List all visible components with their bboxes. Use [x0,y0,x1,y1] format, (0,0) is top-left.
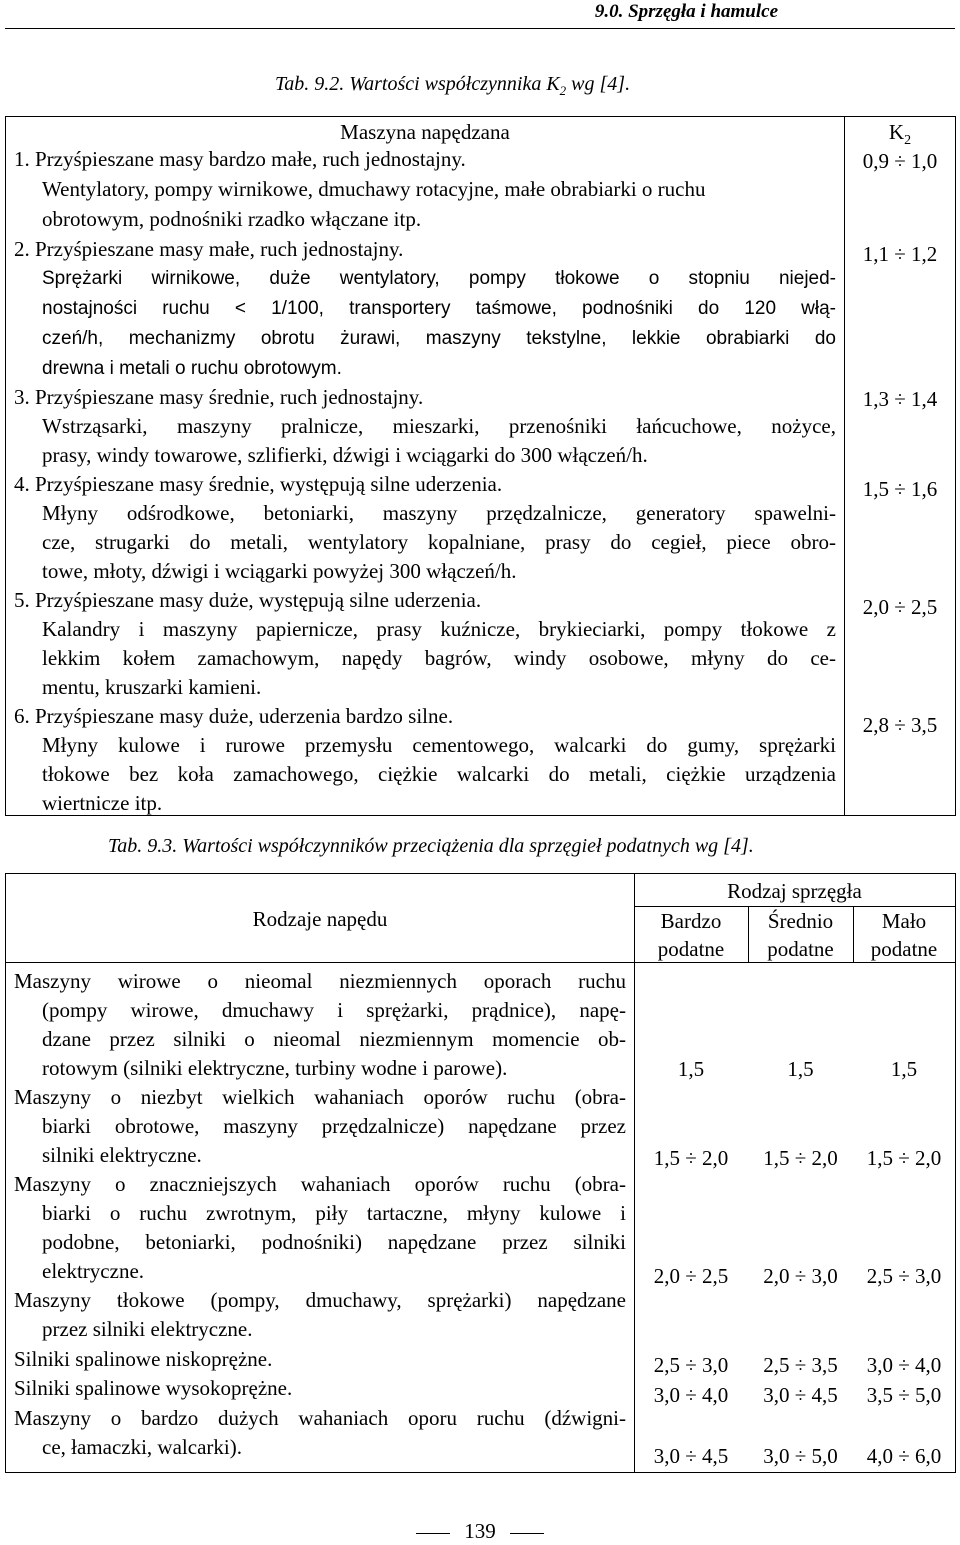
tab92-row5-k: 2,0 ÷ 2,5 [862,595,938,619]
tab93-row6-medium: 3,0 ÷ 4,5 [763,1383,838,1407]
tab93-row2-medium: 1,5 ÷ 2,0 [763,1146,838,1170]
tab93-row3-line1: Maszyny o znaczniejszych wahaniach oporów ruchu (obra- [14,1172,626,1196]
tab93-row2-line3: silniki elektryczne. [42,1143,202,1167]
tab93-row4-line2: przez silniki elektryczne. [42,1317,253,1341]
tab92-row5-line1: 5. Przyśpieszane masy duże, występują silne uderzenia. [14,588,482,612]
tab92-row2-line2: Sprężarki wirnikowe, duże wentylatory, pompy tłokowe o stopniu niejed- [42,268,836,289]
tab93-row2-line2: biarki obrotowe, maszyny przędzalnicze) napędzane przez [42,1114,626,1138]
tab93-row6-low: 3,5 ÷ 5,0 [866,1383,942,1407]
tab92-caption-tail: wg [4]. [566,73,631,95]
page-number-dash-right [510,1533,544,1534]
running-header: 9.0. Sprzęgła i hamulce [594,1,778,22]
tab93-row1-line3: dzane przez silniki o nieomal niezmiennym momencie ob- [42,1027,626,1051]
tab92-row2-k: 1,1 ÷ 1,2 [862,242,938,266]
tab92-row4-line1: 4. Przyśpieszane masy średnie, występują silne uderzenia. [14,472,503,496]
tab92-row5-line3: lekkim kołem zamachowym, napędy bagrów, windy osobowe, młyny do ce- [42,646,836,670]
tab93-row1-low: 1,5 [890,1057,918,1081]
tab92-caption-sub: 2 [559,83,567,98]
tab93-subheader-medium-l1: Średnio [767,909,834,933]
tab92-row5-line4: mentu, kruszarki kamieni. [42,675,262,699]
tab93-caption: Tab. 9.3. Wartości współczynników przeciążenia dla sprzęgieł podatnych wg [4]. [108,835,754,857]
tab92-caption-text: Tab. 9.2. Wartości współczynnika K [275,73,560,95]
tab93-row1-line2: (pompy wirowe, dmuchawy i sprężarki, prądnice), napę- [42,998,626,1022]
tab93-row3-line3: podobne, betoniarki, podnośniki) napędzane przez silniki [42,1230,626,1254]
tab92-row4-k: 1,5 ÷ 1,6 [862,477,938,501]
tab92-row2-line4: czeń/h, mechanizmy obrotu żurawi, maszyny tekstylne, lekkie obrabiarki do [42,328,836,349]
tab92-row3-line1: 3. Przyśpieszane masy średnie, ruch jednostajny. [14,385,424,409]
tab92-row3-line3: prasy, windy towarowe, szlifierki, dźwigi i wciągarki do 300 włączeń/h. [42,443,648,467]
tab93-row4-line1: Maszyny tłokowe (pompy, dmuchawy, sprężarki) napędzane [14,1288,626,1312]
tab93-row2-low: 1,5 ÷ 2,0 [866,1146,942,1170]
tab93-row3-low: 2,5 ÷ 3,0 [866,1264,942,1288]
tab93-row5-low: 3,0 ÷ 4,0 [866,1353,942,1377]
page-number-value: 139 [464,1519,496,1543]
tab92-table [5,116,956,816]
tab93-row3-line2: biarki o ruchu zwrotnym, piły tartaczne, młyny kulowe i [42,1201,626,1225]
tab93-row6-line1: Silniki spalinowe wysokoprężne. [14,1376,293,1400]
tab92-row4-line4: towe, młoty, dźwigi i wciągarki powyżej 300 włączeń/h. [42,559,517,583]
tab93-header-group: Rodzaj sprzęgła [727,879,862,903]
tab93-row7-medium: 3,0 ÷ 5,0 [763,1444,838,1468]
tab92-row6-line2: Młyny kulowe i rurowe przemysłu cementowego, walcarki do gumy, sprężarki [42,733,836,757]
tab93-row2-very: 1,5 ÷ 2,0 [653,1146,729,1170]
tab93-subheader-low [853,907,955,963]
tab92-row6-line4: wiertnicze itp. [42,791,163,815]
page-number [0,1517,960,1545]
tab92-row4-line2: Młyny odśrodkowe, betoniarki, maszyny przędzalnicze, generatory spawelni- [42,501,836,525]
tab93-row7-very: 3,0 ÷ 4,5 [653,1444,729,1468]
tab93-row1-line4: rotowym (silniki elektryczne, turbiny wodne i parowe). [42,1056,508,1080]
tab93-row3-medium: 2,0 ÷ 3,0 [763,1264,838,1288]
tab93-row5-line1: Silniki spalinowe niskoprężne. [14,1347,273,1371]
tab93-row2-line1: Maszyny o niezbyt wielkich wahaniach oporów ruchu (obra- [14,1085,626,1109]
tab93-row3-very: 2,0 ÷ 2,5 [653,1264,729,1288]
tab93-row1-medium: 1,5 [787,1057,814,1081]
tab92-row1-k: 0,9 ÷ 1,0 [862,149,938,173]
tab93-row6-very: 3,0 ÷ 4,0 [653,1383,729,1407]
tab92-row6-line1: 6. Przyśpieszane masy duże, uderzenia bardzo silne. [14,704,454,728]
tab92-caption [275,72,630,103]
tab92-header-k-label: K [888,120,905,144]
tab92-row2-line5: drewna i metali o ruchu obrotowym. [42,358,342,379]
tab93-subheader-very-l1: Bardzo [660,909,722,933]
tab92-row5-line2: Kalandry i maszyny papiernicze, prasy kuźnicze, brykieciarki, pompy tłokowe z [42,617,836,641]
page-number-dash-left [416,1533,450,1534]
tab93-subheader-low-l2: podatne [870,937,938,961]
tab93-row1-very: 1,5 [677,1057,705,1081]
tab92-header-k-sub: 2 [904,133,912,149]
tab93-table [5,873,956,1473]
tab92-header-machine: Maszyna napędzana [340,120,510,144]
tab92-row3-line2: Wstrząsarki, maszyny pralnicze, mieszarki, przenośniki łańcuchowe, nożyce, [42,414,836,438]
tab93-subheader-low-l1: Mało [881,909,927,933]
tab92-row2-line1: 2. Przyśpieszane masy małe, ruch jednostajny. [14,237,404,261]
tab92-row1-line1: 1. Przyśpieszane masy bardzo małe, ruch jednostajny. [14,147,466,171]
tab92-row1-line3: obrotowym, podnośniki rzadko włączane itp. [42,207,422,231]
tab92-row3-k: 1,3 ÷ 1,4 [862,387,938,411]
tab93-row3-line4: elektryczne. [42,1259,145,1283]
tab93-subheader-very-l2: podatne [657,937,725,961]
tab93-row7-line1: Maszyny o bardzo dużych wahaniach oporu ruchu (dźwigni- [14,1406,626,1430]
tab92-row1-line2: Wentylatory, pompy wirnikowe, dmuchawy rotacyjne, małe obrabiarki o ruchu [42,177,706,201]
tab93-row5-very: 2,5 ÷ 3,0 [653,1353,729,1377]
tab93-subheader-very [634,907,748,963]
tab93-row7-low: 4,0 ÷ 6,0 [866,1444,942,1468]
tab92-row2-line3: nostajności ruchu < 1/100, transportery taśmowe, podnośniki do 120 włą- [42,298,836,319]
tab92-row6-k: 2,8 ÷ 3,5 [862,713,938,737]
tab93-subheader-medium [748,907,853,963]
tab93-row5-medium: 2,5 ÷ 3,5 [763,1353,838,1377]
tab93-subheader-medium-l2: podatne [767,937,834,961]
tab92-row4-line3: cze, strugarki do metali, wentylatory kopalniane, prasy do cegieł, piece obro- [42,530,836,554]
tab93-row1-line1: Maszyny wirowe o nieomal niezmiennych oporach ruchu [14,969,626,993]
header-rule [5,28,955,29]
tab93-row7-line2: ce, łamaczki, walcarki). [42,1435,242,1459]
tab93-header-drive: Rodzaje napędu [252,907,388,931]
tab92-row6-line3: tłokowe bez koła zamachowego, ciężkie walcarki do metali, ciężkie urządzenia [42,762,836,786]
